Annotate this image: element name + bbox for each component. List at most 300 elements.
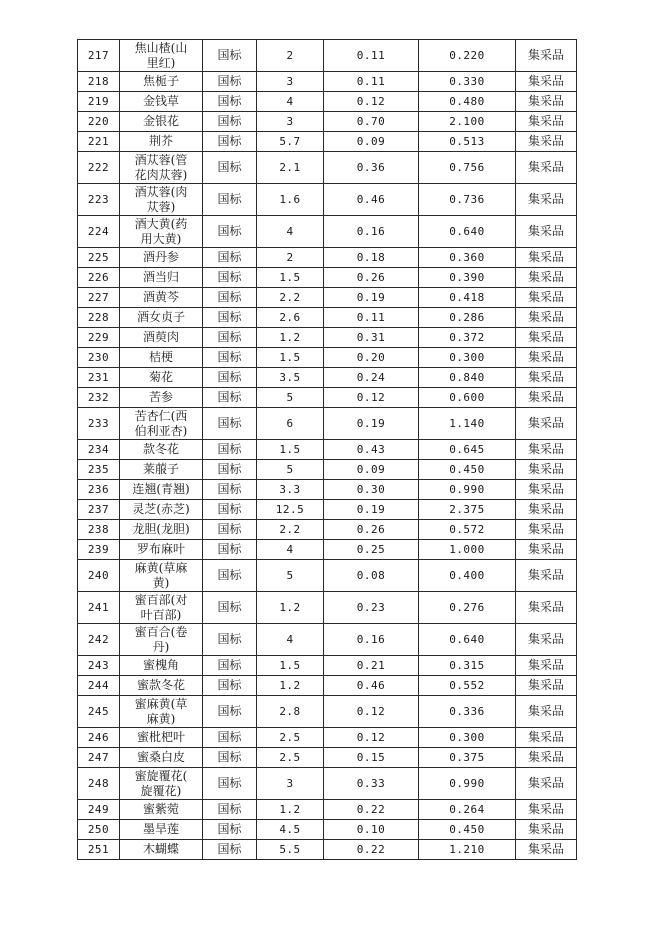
herb-name-cell: 酒女贞子 — [120, 308, 203, 328]
table-row — [78, 656, 577, 676]
herb-name-cell — [120, 152, 203, 184]
quantity-cell: 5.5 — [257, 840, 324, 860]
quality-standard-cell: 国标 — [203, 92, 257, 112]
table-row — [78, 460, 577, 480]
quantity-cell: 4 — [257, 624, 324, 656]
quality-standard-cell: 国标 — [203, 348, 257, 368]
row-number-cell: 243 — [78, 656, 120, 676]
herb-name-cell: 连翘(青翘) — [120, 480, 203, 500]
quantity-cell: 3 — [257, 112, 324, 132]
quantity-cell: 4 — [257, 216, 324, 248]
table-row — [78, 368, 577, 388]
table-row — [78, 540, 577, 560]
amount-cell: 0.360 — [419, 248, 516, 268]
quantity-cell: 2.5 — [257, 748, 324, 768]
procurement-type-cell: 集采品 — [516, 92, 577, 112]
herb-name-cell: 罗布麻叶 — [120, 540, 203, 560]
unit-price-cell: 0.26 — [324, 520, 419, 540]
table-row — [78, 520, 577, 540]
procurement-type-cell: 集采品 — [516, 328, 577, 348]
herb-name-cell — [120, 216, 203, 248]
quality-standard-cell: 国标 — [203, 40, 257, 72]
quantity-cell: 2.2 — [257, 288, 324, 308]
unit-price-cell: 0.23 — [324, 592, 419, 624]
unit-price-cell: 0.19 — [324, 500, 419, 520]
procurement-type-cell: 集采品 — [516, 184, 577, 216]
herb-name-line: 蜜百部(对 — [134, 592, 188, 607]
amount-cell: 0.336 — [419, 696, 516, 728]
table-row — [78, 592, 577, 624]
amount-cell: 0.286 — [419, 308, 516, 328]
row-number-cell: 233 — [78, 408, 120, 440]
procurement-type-cell: 集采品 — [516, 408, 577, 440]
herb-name-line: 花肉苁蓉) — [134, 167, 188, 182]
amount-cell: 0.640 — [419, 624, 516, 656]
quality-standard-cell: 国标 — [203, 592, 257, 624]
procurement-type-cell: 集采品 — [516, 696, 577, 728]
quality-standard-cell: 国标 — [203, 112, 257, 132]
quality-standard-cell: 国标 — [203, 440, 257, 460]
quantity-cell: 5.7 — [257, 132, 324, 152]
unit-price-cell: 0.46 — [324, 676, 419, 696]
herb-name-cell: 焦栀子 — [120, 72, 203, 92]
herb-name-line: 伯利亚杏) — [134, 423, 188, 438]
procurement-type-cell: 集采品 — [516, 308, 577, 328]
unit-price-cell: 0.21 — [324, 656, 419, 676]
unit-price-cell: 0.09 — [324, 132, 419, 152]
amount-cell: 0.572 — [419, 520, 516, 540]
table-row — [78, 840, 577, 860]
quality-standard-cell: 国标 — [203, 72, 257, 92]
quality-standard-cell: 国标 — [203, 328, 257, 348]
procurement-type-cell: 集采品 — [516, 520, 577, 540]
herb-name-cell — [120, 40, 203, 72]
row-number-cell: 250 — [78, 820, 120, 840]
row-number-cell: 222 — [78, 152, 120, 184]
procurement-type-cell: 集采品 — [516, 540, 577, 560]
herb-name-line: 蜜麻黄(草 — [134, 696, 188, 711]
quality-standard-cell: 国标 — [203, 368, 257, 388]
row-number-cell: 227 — [78, 288, 120, 308]
table-row — [78, 500, 577, 520]
herb-name-line: 麻黄(草麻 — [134, 560, 188, 575]
quality-standard-cell: 国标 — [203, 288, 257, 308]
quantity-cell: 4 — [257, 92, 324, 112]
table-row — [78, 748, 577, 768]
unit-price-cell: 0.19 — [324, 288, 419, 308]
quality-standard-cell: 国标 — [203, 676, 257, 696]
unit-price-cell: 0.12 — [324, 696, 419, 728]
procurement-type-cell: 集采品 — [516, 500, 577, 520]
quantity-cell: 3.5 — [257, 368, 324, 388]
table-row — [78, 308, 577, 328]
table-row — [78, 72, 577, 92]
procurement-type-cell: 集采品 — [516, 112, 577, 132]
quantity-cell: 6 — [257, 408, 324, 440]
quality-standard-cell: 国标 — [203, 800, 257, 820]
unit-price-cell: 0.43 — [324, 440, 419, 460]
table-row — [78, 216, 577, 248]
unit-price-cell: 0.33 — [324, 768, 419, 800]
quantity-cell: 3.3 — [257, 480, 324, 500]
amount-cell: 0.736 — [419, 184, 516, 216]
unit-price-cell: 0.30 — [324, 480, 419, 500]
herb-name-cell: 蜜款冬花 — [120, 676, 203, 696]
unit-price-cell: 0.70 — [324, 112, 419, 132]
quality-standard-cell: 国标 — [203, 308, 257, 328]
table-row — [78, 268, 577, 288]
herb-name-line: 蜜旋覆花( — [134, 768, 188, 783]
quality-standard-cell: 国标 — [203, 500, 257, 520]
herb-name-line: 黄) — [152, 575, 170, 590]
quality-standard-cell: 国标 — [203, 408, 257, 440]
procurement-type-cell: 集采品 — [516, 656, 577, 676]
row-number-cell: 240 — [78, 560, 120, 592]
quality-standard-cell: 国标 — [203, 768, 257, 800]
herb-name-cell: 木蝴蝶 — [120, 840, 203, 860]
row-number-cell: 230 — [78, 348, 120, 368]
table-row — [78, 248, 577, 268]
table-row — [78, 288, 577, 308]
row-number-cell: 218 — [78, 72, 120, 92]
procurement-type-cell: 集采品 — [516, 288, 577, 308]
herb-name-cell: 金银花 — [120, 112, 203, 132]
amount-cell: 2.100 — [419, 112, 516, 132]
quality-standard-cell: 国标 — [203, 460, 257, 480]
herb-name-line: 苦杏仁(西 — [134, 408, 188, 423]
quantity-cell: 2.1 — [257, 152, 324, 184]
herb-name-cell: 金钱草 — [120, 92, 203, 112]
procurement-type-cell: 集采品 — [516, 248, 577, 268]
unit-price-cell: 0.11 — [324, 308, 419, 328]
table-row — [78, 800, 577, 820]
unit-price-cell: 0.15 — [324, 748, 419, 768]
procurement-type-cell: 集采品 — [516, 592, 577, 624]
herb-name-cell — [120, 184, 203, 216]
unit-price-cell: 0.26 — [324, 268, 419, 288]
amount-cell: 0.990 — [419, 768, 516, 800]
unit-price-cell: 0.22 — [324, 840, 419, 860]
amount-cell: 0.513 — [419, 132, 516, 152]
herb-name-cell: 灵芝(赤芝) — [120, 500, 203, 520]
table-row — [78, 40, 577, 72]
unit-price-cell: 0.25 — [324, 540, 419, 560]
procurement-type-cell: 集采品 — [516, 348, 577, 368]
quality-standard-cell: 国标 — [203, 268, 257, 288]
row-number-cell: 238 — [78, 520, 120, 540]
procurement-type-cell: 集采品 — [516, 728, 577, 748]
herb-name-line: 用大黄) — [140, 231, 182, 246]
table-row — [78, 676, 577, 696]
table-row — [78, 408, 577, 440]
unit-price-cell: 0.12 — [324, 92, 419, 112]
herb-price-table — [77, 39, 577, 860]
quality-standard-cell: 国标 — [203, 728, 257, 748]
herb-name-line: 旋覆花) — [140, 783, 182, 798]
quantity-cell: 4.5 — [257, 820, 324, 840]
quantity-cell: 2 — [257, 40, 324, 72]
procurement-type-cell: 集采品 — [516, 440, 577, 460]
quality-standard-cell: 国标 — [203, 184, 257, 216]
quality-standard-cell: 国标 — [203, 696, 257, 728]
table-row — [78, 480, 577, 500]
row-number-cell: 244 — [78, 676, 120, 696]
herb-name-line: 叶百部) — [140, 607, 182, 622]
herb-name-cell: 蜜枇杷叶 — [120, 728, 203, 748]
herb-name-cell — [120, 624, 203, 656]
quality-standard-cell: 国标 — [203, 520, 257, 540]
procurement-type-cell: 集采品 — [516, 800, 577, 820]
quality-standard-cell: 国标 — [203, 820, 257, 840]
row-number-cell: 248 — [78, 768, 120, 800]
amount-cell: 0.390 — [419, 268, 516, 288]
row-number-cell: 236 — [78, 480, 120, 500]
amount-cell: 0.300 — [419, 348, 516, 368]
table-row — [78, 440, 577, 460]
table-row — [78, 388, 577, 408]
quantity-cell: 5 — [257, 388, 324, 408]
amount-cell: 0.552 — [419, 676, 516, 696]
procurement-type-cell: 集采品 — [516, 748, 577, 768]
herb-name-cell — [120, 696, 203, 728]
quality-standard-cell: 国标 — [203, 540, 257, 560]
table-row — [78, 132, 577, 152]
quality-standard-cell: 国标 — [203, 560, 257, 592]
row-number-cell: 247 — [78, 748, 120, 768]
amount-cell: 0.840 — [419, 368, 516, 388]
table-row — [78, 768, 577, 800]
quality-standard-cell: 国标 — [203, 132, 257, 152]
table-row — [78, 348, 577, 368]
quality-standard-cell: 国标 — [203, 624, 257, 656]
amount-cell: 2.375 — [419, 500, 516, 520]
quantity-cell: 1.2 — [257, 676, 324, 696]
quantity-cell: 1.5 — [257, 348, 324, 368]
quantity-cell: 2.5 — [257, 728, 324, 748]
unit-price-cell: 0.11 — [324, 72, 419, 92]
amount-cell: 0.375 — [419, 748, 516, 768]
amount-cell: 0.640 — [419, 216, 516, 248]
unit-price-cell: 0.46 — [324, 184, 419, 216]
table-body — [78, 40, 577, 860]
herb-name-line: 里红) — [146, 55, 176, 70]
quantity-cell: 1.5 — [257, 268, 324, 288]
herb-name-cell: 菊花 — [120, 368, 203, 388]
herb-name-cell: 苦参 — [120, 388, 203, 408]
herb-name-cell: 酒当归 — [120, 268, 203, 288]
table-row — [78, 152, 577, 184]
quantity-cell: 2.2 — [257, 520, 324, 540]
unit-price-cell: 0.20 — [324, 348, 419, 368]
quality-standard-cell: 国标 — [203, 748, 257, 768]
herb-name-line: 蜜百合(卷 — [134, 624, 188, 639]
herb-name-cell: 蜜槐角 — [120, 656, 203, 676]
table-row — [78, 328, 577, 348]
unit-price-cell: 0.12 — [324, 388, 419, 408]
herb-name-cell: 墨旱莲 — [120, 820, 203, 840]
herb-name-cell: 桔梗 — [120, 348, 203, 368]
quantity-cell: 2.6 — [257, 308, 324, 328]
herb-name-cell: 蜜桑白皮 — [120, 748, 203, 768]
herb-name-line: 酒大黄(药 — [134, 216, 188, 231]
row-number-cell: 251 — [78, 840, 120, 860]
row-number-cell: 221 — [78, 132, 120, 152]
table-row — [78, 184, 577, 216]
herb-name-cell: 莱菔子 — [120, 460, 203, 480]
unit-price-cell: 0.24 — [324, 368, 419, 388]
amount-cell: 0.756 — [419, 152, 516, 184]
herb-name-cell: 款冬花 — [120, 440, 203, 460]
herb-name-line: 麻黄) — [146, 711, 176, 726]
unit-price-cell: 0.16 — [324, 216, 419, 248]
procurement-type-cell: 集采品 — [516, 676, 577, 696]
quantity-cell: 3 — [257, 768, 324, 800]
unit-price-cell: 0.19 — [324, 408, 419, 440]
row-number-cell: 229 — [78, 328, 120, 348]
herb-name-line: 焦山楂(山 — [134, 40, 188, 55]
quantity-cell: 1.5 — [257, 440, 324, 460]
herb-name-cell: 酒萸肉 — [120, 328, 203, 348]
herb-name-cell — [120, 592, 203, 624]
herb-name-cell — [120, 408, 203, 440]
procurement-type-cell: 集采品 — [516, 152, 577, 184]
row-number-cell: 246 — [78, 728, 120, 748]
quantity-cell: 1.2 — [257, 328, 324, 348]
quality-standard-cell: 国标 — [203, 840, 257, 860]
procurement-type-cell: 集采品 — [516, 388, 577, 408]
herb-name-cell: 酒黄芩 — [120, 288, 203, 308]
row-number-cell: 241 — [78, 592, 120, 624]
unit-price-cell: 0.09 — [324, 460, 419, 480]
row-number-cell: 225 — [78, 248, 120, 268]
procurement-type-cell: 集采品 — [516, 72, 577, 92]
herb-name-line: 丹) — [152, 639, 170, 654]
quantity-cell: 2.8 — [257, 696, 324, 728]
amount-cell: 0.300 — [419, 728, 516, 748]
row-number-cell: 217 — [78, 40, 120, 72]
herb-name-line: 酒苁蓉(肉 — [134, 184, 188, 199]
procurement-type-cell: 集采品 — [516, 768, 577, 800]
amount-cell: 0.480 — [419, 92, 516, 112]
quality-standard-cell: 国标 — [203, 480, 257, 500]
procurement-type-cell: 集采品 — [516, 820, 577, 840]
procurement-type-cell: 集采品 — [516, 268, 577, 288]
procurement-type-cell: 集采品 — [516, 40, 577, 72]
quantity-cell: 1.6 — [257, 184, 324, 216]
procurement-type-cell: 集采品 — [516, 132, 577, 152]
procurement-type-cell: 集采品 — [516, 624, 577, 656]
unit-price-cell: 0.10 — [324, 820, 419, 840]
unit-price-cell: 0.36 — [324, 152, 419, 184]
amount-cell: 0.990 — [419, 480, 516, 500]
procurement-type-cell: 集采品 — [516, 216, 577, 248]
herb-name-cell — [120, 768, 203, 800]
quantity-cell: 3 — [257, 72, 324, 92]
table-row — [78, 728, 577, 748]
herb-name-line: 苁蓉) — [146, 199, 176, 214]
table-row — [78, 624, 577, 656]
row-number-cell: 245 — [78, 696, 120, 728]
row-number-cell: 223 — [78, 184, 120, 216]
herb-name-line: 酒苁蓉(管 — [134, 152, 188, 167]
quantity-cell: 1.5 — [257, 656, 324, 676]
procurement-type-cell: 集采品 — [516, 368, 577, 388]
quantity-cell: 1.2 — [257, 800, 324, 820]
amount-cell: 1.000 — [419, 540, 516, 560]
row-number-cell: 237 — [78, 500, 120, 520]
row-number-cell: 228 — [78, 308, 120, 328]
quality-standard-cell: 国标 — [203, 656, 257, 676]
herb-name-cell: 荆芥 — [120, 132, 203, 152]
row-number-cell: 232 — [78, 388, 120, 408]
procurement-type-cell: 集采品 — [516, 480, 577, 500]
quantity-cell: 12.5 — [257, 500, 324, 520]
unit-price-cell: 0.22 — [324, 800, 419, 820]
unit-price-cell: 0.12 — [324, 728, 419, 748]
table-row — [78, 696, 577, 728]
table-row — [78, 92, 577, 112]
unit-price-cell: 0.31 — [324, 328, 419, 348]
row-number-cell: 220 — [78, 112, 120, 132]
procurement-type-cell: 集采品 — [516, 840, 577, 860]
quantity-cell: 5 — [257, 460, 324, 480]
herb-name-cell: 龙胆(龙胆) — [120, 520, 203, 540]
amount-cell: 1.210 — [419, 840, 516, 860]
amount-cell: 0.315 — [419, 656, 516, 676]
herb-name-cell: 蜜紫菀 — [120, 800, 203, 820]
row-number-cell: 242 — [78, 624, 120, 656]
quantity-cell: 2 — [257, 248, 324, 268]
quality-standard-cell: 国标 — [203, 248, 257, 268]
amount-cell: 0.450 — [419, 820, 516, 840]
quality-standard-cell: 国标 — [203, 152, 257, 184]
amount-cell: 0.330 — [419, 72, 516, 92]
amount-cell: 0.372 — [419, 328, 516, 348]
amount-cell: 0.450 — [419, 460, 516, 480]
amount-cell: 1.140 — [419, 408, 516, 440]
row-number-cell: 249 — [78, 800, 120, 820]
table-row — [78, 560, 577, 592]
unit-price-cell: 0.18 — [324, 248, 419, 268]
row-number-cell: 239 — [78, 540, 120, 560]
row-number-cell: 226 — [78, 268, 120, 288]
procurement-type-cell: 集采品 — [516, 460, 577, 480]
quantity-cell: 4 — [257, 540, 324, 560]
amount-cell: 0.418 — [419, 288, 516, 308]
unit-price-cell: 0.11 — [324, 40, 419, 72]
quantity-cell: 5 — [257, 560, 324, 592]
quality-standard-cell: 国标 — [203, 216, 257, 248]
herb-name-cell — [120, 560, 203, 592]
row-number-cell: 224 — [78, 216, 120, 248]
amount-cell: 0.600 — [419, 388, 516, 408]
row-number-cell: 231 — [78, 368, 120, 388]
row-number-cell: 219 — [78, 92, 120, 112]
herb-name-cell: 酒丹参 — [120, 248, 203, 268]
amount-cell: 0.400 — [419, 560, 516, 592]
quantity-cell: 1.2 — [257, 592, 324, 624]
row-number-cell: 234 — [78, 440, 120, 460]
procurement-type-cell: 集采品 — [516, 560, 577, 592]
table-row — [78, 112, 577, 132]
unit-price-cell: 0.16 — [324, 624, 419, 656]
row-number-cell: 235 — [78, 460, 120, 480]
table-row — [78, 820, 577, 840]
amount-cell: 0.645 — [419, 440, 516, 460]
amount-cell: 0.220 — [419, 40, 516, 72]
quality-standard-cell: 国标 — [203, 388, 257, 408]
amount-cell: 0.276 — [419, 592, 516, 624]
